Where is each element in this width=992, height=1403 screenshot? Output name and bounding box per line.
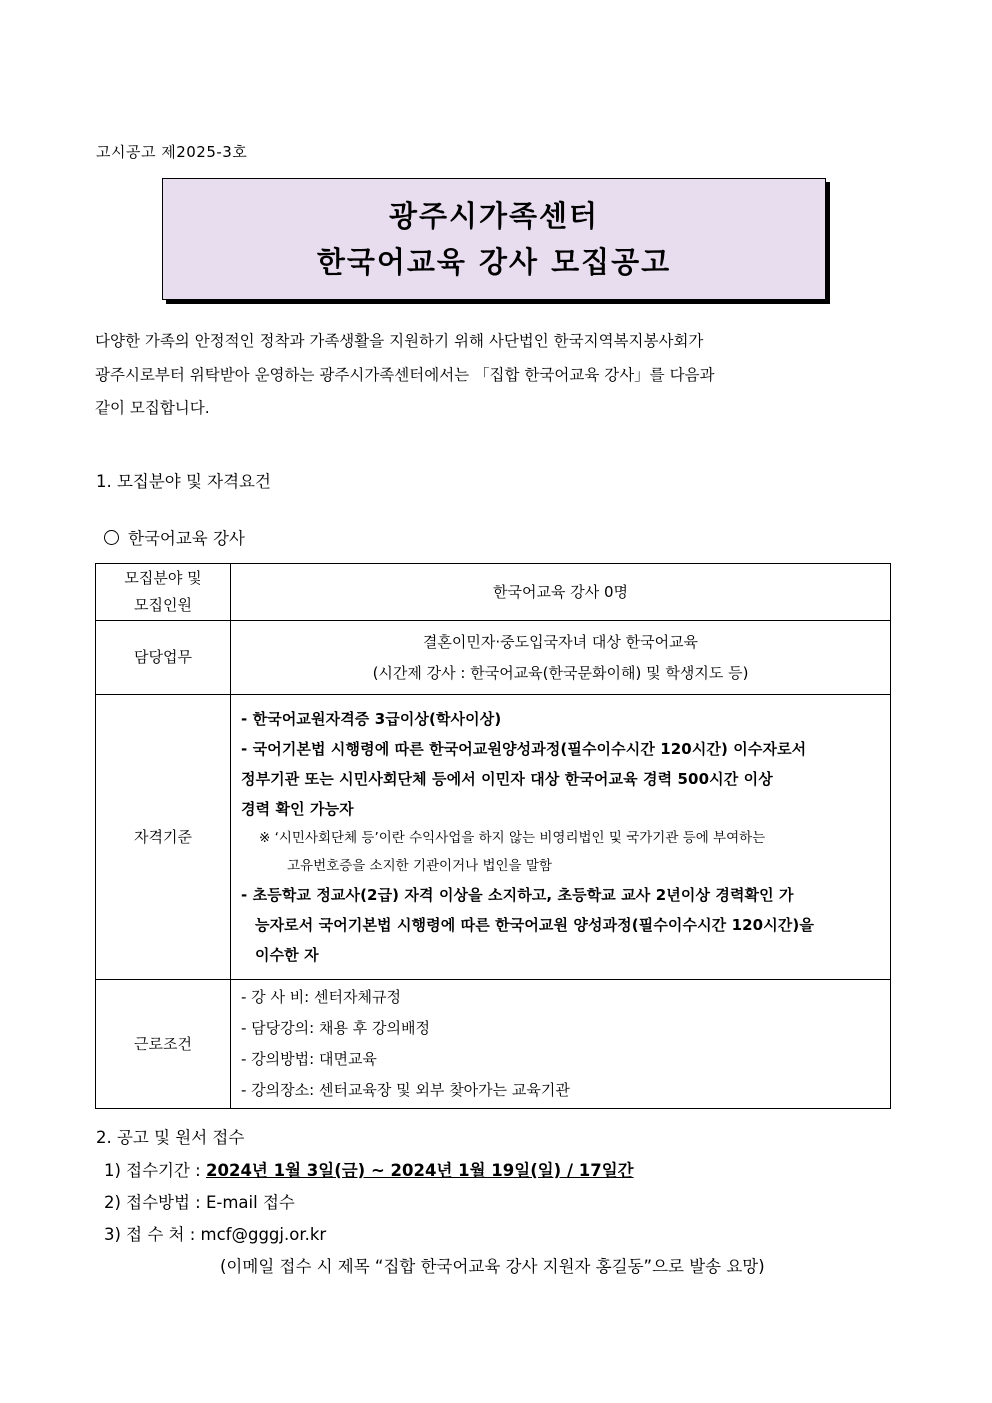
application-period bbox=[104, 1157, 634, 1181]
qualification-item: 정부기관 또는 시민사회단체 등에서 이민자 대상 한국어교육 경력 500시간 이상 bbox=[241, 770, 773, 788]
table-row bbox=[96, 980, 891, 1109]
condition-item: - 담당강의: 채용 후 강의배정 bbox=[241, 1019, 430, 1037]
intro-line-3: 같이 모집합니다. bbox=[95, 399, 210, 417]
period-value: 2024년 1월 3일(금) ~ 2024년 1월 19일(일) / 17일간 bbox=[206, 1161, 634, 1180]
qualification-item: 경력 확인 가능자 bbox=[241, 800, 354, 818]
notice-number: 고시공고 제2025-3호 bbox=[96, 143, 248, 161]
application-method: 2) 접수방법 : E-mail 접수 bbox=[104, 1193, 295, 1212]
row-value-conditions bbox=[231, 980, 891, 1109]
section-1-subheading bbox=[104, 525, 245, 549]
condition-item: - 강 사 비: 센터자체규정 bbox=[241, 988, 401, 1006]
title-box bbox=[162, 178, 826, 300]
condition-item: - 강의방법: 대면교육 bbox=[241, 1050, 377, 1068]
qualification-item: - 한국어교원자격증 3급이상(학사이상) bbox=[241, 710, 502, 728]
application-note: (이메일 접수 시 제목 “집합 한국어교육 강사 지원자 홍길동”으로 발송 요망) bbox=[220, 1257, 765, 1276]
qualification-item: - 국어기본법 시행령에 따른 한국어교원양성과정(필수이수시간 120시간) 이수자로서 bbox=[241, 740, 807, 758]
row-value-qualification bbox=[231, 695, 891, 980]
row-label-field bbox=[96, 564, 231, 621]
recruitment-table bbox=[95, 563, 891, 1109]
intro-paragraph bbox=[95, 325, 897, 426]
table-row bbox=[96, 695, 891, 980]
circle-bullet-icon bbox=[104, 530, 119, 545]
title-line-2: 한국어교육 강사 모집공고 bbox=[316, 245, 672, 279]
row-label-duty: 담당업무 bbox=[96, 621, 231, 695]
application-address: 3) 접 수 처 : mcf@gggj.or.kr bbox=[104, 1225, 327, 1244]
table-row bbox=[96, 621, 891, 695]
table-row bbox=[96, 564, 891, 621]
qualification-note: ※ ‘시민사회단체 등’이란 수익사업을 하지 않는 비영리법인 및 국가기관 등에 부여하는 bbox=[259, 830, 766, 846]
label-line: 모집인원 bbox=[134, 596, 192, 614]
condition-item: - 강의장소: 센터교육장 및 외부 찾아가는 교육기관 bbox=[241, 1081, 570, 1099]
row-label-conditions: 근로조건 bbox=[96, 980, 231, 1109]
intro-line-1: 다양한 가족의 안정적인 정착과 가족생활을 지원하기 위해 사단법인 한국지역복지봉사회가 bbox=[95, 332, 704, 350]
qualification-note: 고유번호증을 소지한 기관이거나 법인을 말함 bbox=[287, 858, 552, 874]
qualification-item: 이수한 자 bbox=[255, 946, 319, 964]
qualification-item: 능자로서 국어기본법 시행령에 따른 한국어교원 양성과정(필수이수시간 120시간)을 bbox=[255, 916, 814, 934]
row-value-field: 한국어교육 강사 0명 bbox=[231, 564, 891, 621]
intro-line-2: 광주시로부터 위탁받아 운영하는 광주시가족센터에서는 「집합 한국어교육 강사」를 다음과 bbox=[95, 365, 715, 384]
duty-line: 결혼이민자·중도입국자녀 대상 한국어교육 bbox=[422, 632, 699, 651]
section-2-heading: 2. 공고 및 원서 접수 bbox=[96, 1128, 245, 1147]
period-label: 1) 접수기간 : bbox=[104, 1161, 206, 1180]
duty-line: (시간제 강사 : 한국어교육(한국문화이해) 및 학생지도 등) bbox=[372, 663, 749, 682]
subheading-text: 한국어교육 강사 bbox=[128, 529, 245, 548]
label-line: 모집분야 및 bbox=[124, 569, 202, 587]
title-line-1: 광주시가족센터 bbox=[388, 199, 600, 233]
qualification-item: - 초등학교 정교사(2급) 자격 이상을 소지하고, 초등학교 교사 2년이상 경력확인 가 bbox=[241, 886, 794, 904]
section-1-heading: 1. 모집분야 및 자격요건 bbox=[96, 472, 271, 491]
row-value-duty bbox=[231, 621, 891, 695]
row-label-qualification: 자격기준 bbox=[96, 695, 231, 980]
